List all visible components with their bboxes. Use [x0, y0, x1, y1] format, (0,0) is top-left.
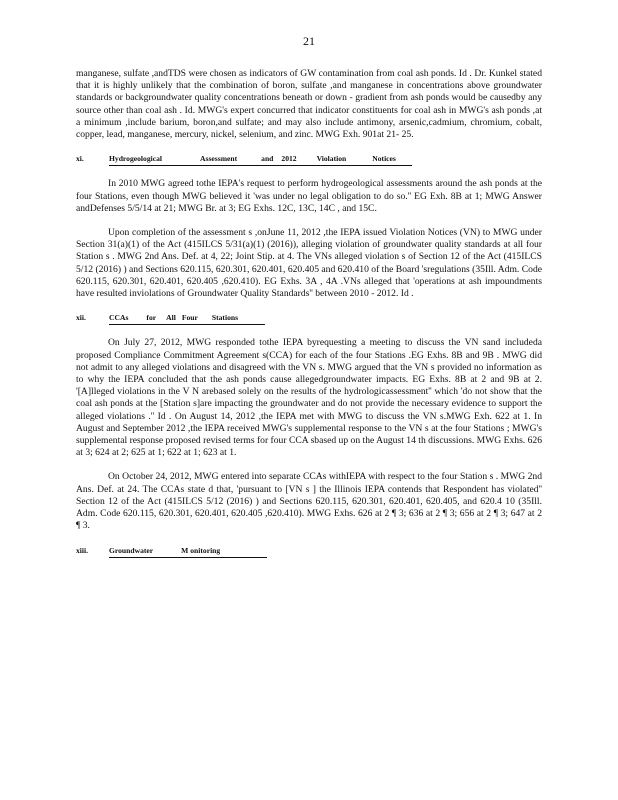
section-number-xiii: xiii.: [76, 545, 89, 555]
page-body: [76, 68, 542, 558]
paragraph-hydrogeological-assessment: In 2010 MWG agreed tothe IEPA's request to perform hydrogeological assessments around the ash ponds at the four Stations, even though MWG believed it 'was under no legal obligation to do so.'' EG Exh. 8B at 1; MWG Answer andDefenses 5/5/14 at 21; MWG Br. at 3; EG Exhs. 12C, 13C, 14C , and 15C.: [76, 178, 542, 214]
section-number-xii: xii.: [76, 313, 86, 323]
section-title-xiii: [109, 545, 267, 558]
heading-word: Stations: [211, 313, 239, 323]
section-heading-xi: [76, 153, 542, 166]
heading-word: Four: [181, 313, 198, 323]
section-title-xii: [109, 312, 265, 325]
paragraph-cca-agreements: On October 24, 2012, MWG entered into separate CCAs withIEPA with respect to the four Station s . MWG 2nd Ans. Def. at 24. The CCAs state d that, 'pursuant to [VN s ] the Illinois IEPA contends that Respondent has violated'' Section 12 of the Act (415ILCS 5/12 (2016) ) and Sections 620.115, 620.301, 620.401, 620.405, and 620.4 10 (35Ill. Adm. Code 620.115, 620.301, 620.401, 620.405 ,620.410). MWG Exhs. 626 at 2 ¶ 3; 636 at 2 ¶ 3; 656 at 2 ¶ 3; 647 at 2 ¶ 3.: [76, 471, 542, 532]
heading-word: CCAs: [109, 313, 129, 323]
heading-word: Notices: [372, 154, 396, 164]
heading-word: 2012: [281, 154, 297, 164]
paragraph-mwg-response: On July 27, 2012, MWG responded tothe IEPA byrequesting a meeting to discuss the VN sand includeda proposed Compliance Commitment Agreement s(CCA) for each of the four Stations .EG Exhs. 8B and 9B . MWG did not admit to any alleged violations and disagreed with the VN s. MWG argued that the VN s provided no information as to why the IEPA concluded that the ash ponds cause allegedgroundwater impacts. EG Exhs. 8B at 2 and 9B at 2. '[A]lleged violations in the V N arebased solely on the results of the hydrologicassessment'' which 'do not show that the coal ash ponds at the [Station s]are impacting the groundwater and do not provide the necessary evidence to support the alleged violations .'' Id . On August 14, 2012 ,the IEPA met with MWG to discuss the VN s.MWG Exh. 622 at 1. In August and September 2012 ,the IEPA received MWG's supplemental response to the VN s at the four Stations ; MWG's supplemental response proposed revised terms for four CCA sbased up on the August 14 th discussions. MWG Exhs. 626 at 3; 624 at 2; 625 at 1; 622 at 1; 623 at 1.: [76, 337, 542, 459]
paragraph-violation-notices: Upon completion of the assessment s ,onJune 11, 2012 ,the IEPA issued Violation Notices (VN) to MWG under Section 31(a)(1) of the Act (415ILCS 5/31(a)(1) (2016)), alleging violation of groundwater quality standards at all four Station s . MWG 2nd Ans. Def. at 4, 22; Joint Stip. at 4. The VNs alleged violation s of Section 12 of the Act (415ILCS 5/12 (2016) ) and Sections 620.115, 620.301, 620.401, 620.405 and 620.410 of the Board 'sregulations (35Ill. Adm. Code 620.115, 620.301, 620.401, 620.405 ,620.410). EG Exhs. 3A , 4A .VNs alleged that 'operations at ash impoundments have resulted inviolations of Groundwater Quality Standards'' between 2010 - 2012. Id .: [76, 227, 542, 300]
heading-word: M onitoring: [181, 545, 221, 555]
page-number: 21: [303, 34, 315, 48]
heading-word: for: [146, 313, 157, 323]
section-heading-xiii: [76, 545, 542, 558]
section-heading-xii: [76, 312, 542, 325]
heading-word: Assessment: [200, 154, 238, 164]
heading-word: and: [261, 154, 274, 164]
paragraph-indicators: manganese, sulfate ,andTDS were chosen as indicators of GW contamination from coal ash ponds. Id . Dr. Kunkel stated that it is highly unlikely that the combination of boron, sulfate ,and manganese in concentrations above groundwater standards or backgroundwater quality concentrations beneath or down - gradient from ash ponds would be causedby any source other than coal ash . Id. MWG's expert concurred that indicator constituents for coal ash in MWG's ash ponds ,at a minimum ,include barium, boron,and sulfate; and may also include antimony, arsenic,cadmium, chromium, cobalt, copper, lead, manganese, mercury, nickel, selenium, and zinc. MWG Exh. 901at 21- 25.: [76, 68, 542, 141]
heading-word: Groundwater: [109, 545, 154, 555]
heading-word: Hydrogeological: [109, 154, 163, 164]
section-number-xi: xi.: [76, 154, 84, 164]
heading-word: All: [166, 313, 176, 323]
section-title-xi: [109, 153, 412, 166]
heading-word: Violation: [316, 154, 347, 164]
